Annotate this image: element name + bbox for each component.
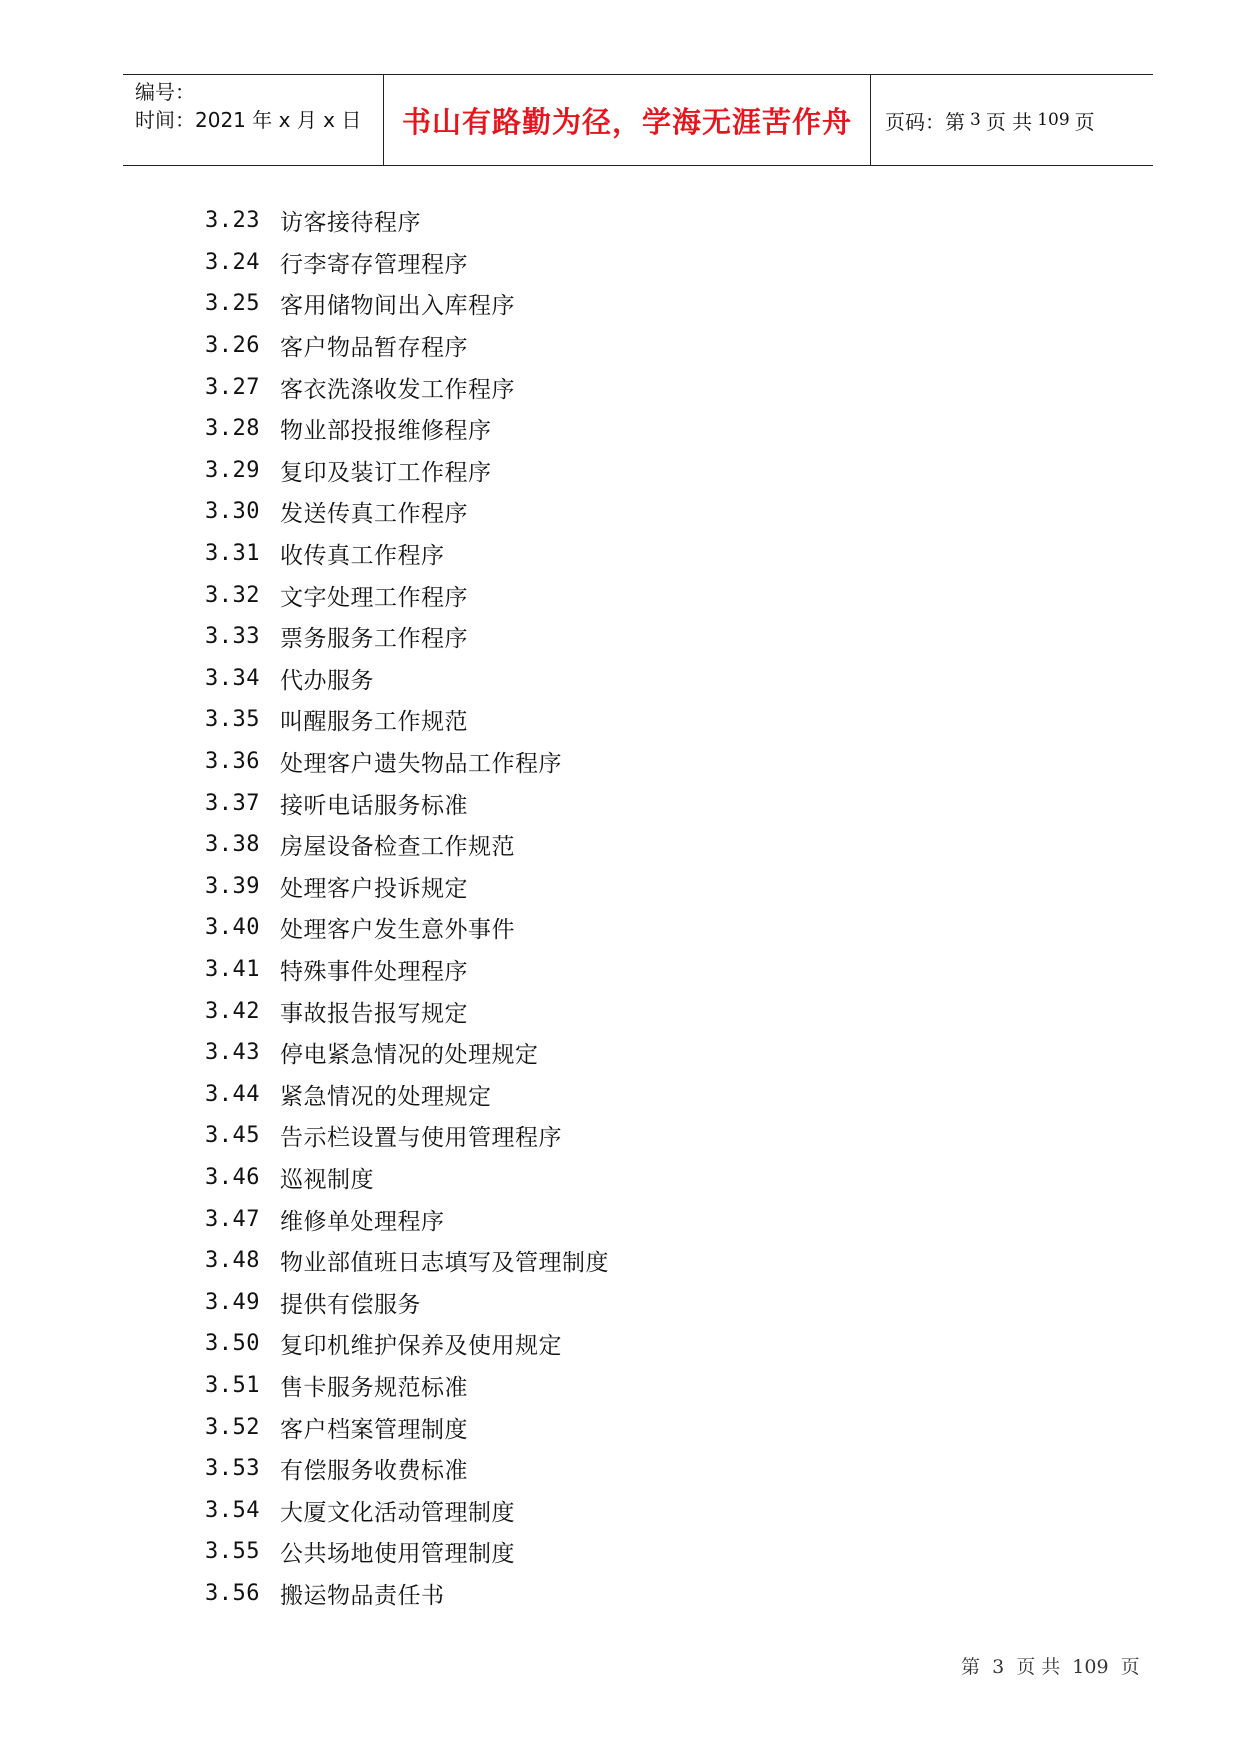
toc-entry-number: 3.27 [205, 374, 260, 400]
toc-entry [205, 408, 1105, 450]
document-date: 时间：2021 年 x 月 x 日 [135, 108, 362, 132]
footer-total: 109 [1072, 1656, 1109, 1678]
toc-entry-number: 3.24 [205, 249, 260, 275]
toc-entry [205, 1365, 1105, 1407]
toc-entry-number: 3.47 [205, 1206, 260, 1232]
footer-suffix: 页 [1120, 1656, 1140, 1678]
toc-entry-title: 处理客户遗失物品工作程序 [280, 751, 562, 778]
toc-entry [205, 1115, 1105, 1157]
toc-entry [205, 325, 1105, 367]
toc-entry-title: 处理客户投诉规定 [280, 875, 468, 902]
header-motto-cell [383, 75, 871, 165]
toc-entry-title: 搬运物品责任书 [280, 1582, 445, 1609]
toc-entry [205, 1198, 1105, 1240]
toc-entry-number: 3.32 [205, 582, 260, 608]
toc-entry-title: 收传真工作程序 [280, 543, 445, 570]
toc-entry [205, 782, 1105, 824]
toc-entry-title: 维修单处理程序 [280, 1208, 445, 1235]
table-of-contents [205, 200, 1105, 1614]
toc-entry [205, 741, 1105, 783]
toc-entry-title: 物业部投报维修程序 [280, 418, 492, 445]
toc-entry-title: 行李寄存管理程序 [280, 251, 468, 278]
footer-mid: 页 共 [1016, 1656, 1061, 1678]
toc-entry-title: 客用储物间出入库程序 [280, 293, 515, 320]
toc-entry [205, 242, 1105, 284]
toc-entry-number: 3.46 [205, 1164, 260, 1190]
page-suffix: 页 [1074, 109, 1095, 134]
toc-entry [205, 949, 1105, 991]
toc-entry-number: 3.23 [205, 208, 260, 234]
toc-entry [205, 907, 1105, 949]
document-number-label: 编号： [135, 80, 195, 104]
toc-entry-title: 物业部值班日志填写及管理制度 [280, 1250, 609, 1277]
toc-entry-title: 告示栏设置与使用管理程序 [280, 1125, 562, 1152]
toc-entry [205, 533, 1105, 575]
toc-entry-title: 文字处理工作程序 [280, 584, 468, 611]
toc-entry [205, 699, 1105, 741]
toc-entry-number: 3.35 [205, 707, 260, 733]
toc-entry-title: 发送传真工作程序 [280, 501, 468, 528]
toc-entry-title: 提供有偿服务 [280, 1291, 421, 1318]
toc-entry-number: 3.38 [205, 832, 260, 858]
toc-entry-title: 访客接待程序 [280, 210, 421, 237]
toc-entry-title: 紧急情况的处理规定 [280, 1083, 492, 1110]
toc-entry-title: 接听电话服务标准 [280, 792, 468, 819]
toc-entry-title: 处理客户发生意外事件 [280, 917, 515, 944]
toc-entry-title: 客衣洗涤收发工作程序 [280, 376, 515, 403]
toc-entry-number: 3.51 [205, 1372, 260, 1398]
toc-entry [205, 1448, 1105, 1490]
toc-entry [205, 1073, 1105, 1115]
header-page-number [871, 75, 1153, 165]
toc-entry-number: 3.36 [205, 749, 260, 775]
toc-entry-title: 客户档案管理制度 [280, 1416, 468, 1443]
toc-entry-number: 3.40 [205, 915, 260, 941]
page-current: 3 [970, 110, 981, 130]
toc-entry [205, 658, 1105, 700]
toc-entry-number: 3.50 [205, 1331, 260, 1357]
toc-entry-number: 3.29 [205, 457, 260, 483]
toc-entry [205, 1240, 1105, 1282]
page-footer [958, 1652, 1143, 1679]
toc-entry [205, 366, 1105, 408]
toc-entry-number: 3.56 [205, 1580, 260, 1606]
page-header [123, 74, 1153, 166]
toc-entry-title: 事故报告报写规定 [280, 1000, 468, 1027]
toc-entry [205, 824, 1105, 866]
toc-entry-number: 3.44 [205, 1081, 260, 1107]
page-total: 109 [1037, 110, 1070, 130]
toc-entry-number: 3.28 [205, 416, 260, 442]
toc-entry [205, 1489, 1105, 1531]
header-meta [123, 75, 383, 165]
toc-entry-number: 3.39 [205, 873, 260, 899]
toc-entry-number: 3.48 [205, 1248, 260, 1274]
toc-entry [205, 866, 1105, 908]
toc-entry-number: 3.31 [205, 541, 260, 567]
toc-entry-title: 叫醒服务工作规范 [280, 709, 468, 736]
toc-entry-number: 3.55 [205, 1539, 260, 1565]
toc-entry [205, 990, 1105, 1032]
toc-entry-title: 公共场地使用管理制度 [280, 1541, 515, 1568]
toc-entry-title: 有偿服务收费标准 [280, 1458, 468, 1485]
toc-entry [205, 1323, 1105, 1365]
toc-entry [205, 200, 1105, 242]
toc-entry-title: 房屋设备检查工作规范 [280, 834, 515, 861]
toc-entry-title: 复印及装订工作程序 [280, 459, 492, 486]
toc-entry-number: 3.52 [205, 1414, 260, 1440]
toc-entry-title: 代办服务 [280, 667, 374, 694]
toc-entry-number: 3.30 [205, 499, 260, 525]
toc-entry-title: 售卡服务规范标准 [280, 1374, 468, 1401]
toc-entry [205, 616, 1105, 658]
page-label: 页码：第 [885, 109, 965, 134]
footer-prefix: 第 [961, 1656, 981, 1678]
toc-entry-number: 3.42 [205, 998, 260, 1024]
toc-entry-number: 3.37 [205, 790, 260, 816]
toc-entry-title: 客户物品暂存程序 [280, 335, 468, 362]
toc-entry [205, 450, 1105, 492]
toc-entry-title: 特殊事件处理程序 [280, 958, 468, 985]
toc-entry [205, 1573, 1105, 1615]
toc-entry-number: 3.45 [205, 1123, 260, 1149]
toc-entry-title: 复印机维护保养及使用规定 [280, 1333, 562, 1360]
toc-entry-number: 3.53 [205, 1456, 260, 1482]
toc-entry-title: 巡视制度 [280, 1166, 374, 1193]
toc-entry-number: 3.41 [205, 956, 260, 982]
toc-entry [205, 1032, 1105, 1074]
toc-entry-number: 3.25 [205, 291, 260, 317]
toc-entry-title: 停电紧急情况的处理规定 [280, 1042, 539, 1069]
toc-entry-title: 大厦文化活动管理制度 [280, 1499, 515, 1526]
toc-entry-number: 3.26 [205, 333, 260, 359]
toc-entry-number: 3.34 [205, 665, 260, 691]
toc-entry-title: 票务服务工作程序 [280, 626, 468, 653]
toc-entry [205, 574, 1105, 616]
toc-entry-number: 3.33 [205, 624, 260, 650]
toc-entry [205, 283, 1105, 325]
toc-entry [205, 1281, 1105, 1323]
toc-entry [205, 1531, 1105, 1573]
toc-entry-number: 3.43 [205, 1040, 260, 1066]
footer-current: 3 [992, 1656, 1005, 1678]
toc-entry-number: 3.49 [205, 1289, 260, 1315]
toc-entry [205, 1406, 1105, 1448]
toc-entry-number: 3.54 [205, 1497, 260, 1523]
toc-entry [205, 491, 1105, 533]
page-mid: 页 共 [985, 109, 1033, 134]
toc-entry [205, 1157, 1105, 1199]
header-motto: 书山有路勤为径，学海无涯苦作舟 [401, 104, 852, 139]
